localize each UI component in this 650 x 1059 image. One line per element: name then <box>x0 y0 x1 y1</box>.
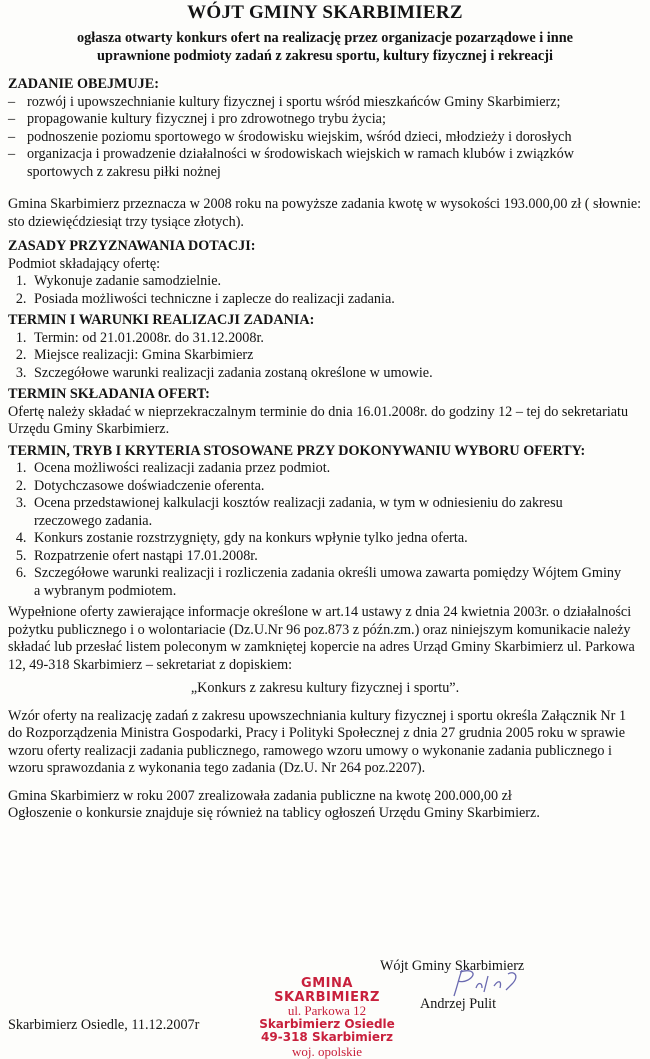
submission-paragraph: Wypełnione oferty zawierające informacje określone w art.14 ustawy z dnia 24 kwietnia 2003r. o działalności pożytku publicznego i o wolontariacie (Dz.U.Nr 96 poz.873 z późn.zm.) oraz niniejszym komunikacie należy składać lub przesłać listem poleconym w zamkniętej kopercie na adres Urząd Gminy Skarbimierz ul. Parkowa 12, 49-318 Skarbimierz – sekretariat z dopiskiem: <box>8 604 635 673</box>
section-tasks-heading: ZADANIE OBEJMUJE: <box>8 76 159 92</box>
section-deadline-text: Ofertę należy składać w nieprzekraczalnym terminie do dnia 16.01.2008r. do godziny 12 – tej do sekretariatu Urzędu Gminy Skarbimierz. <box>8 403 629 437</box>
closing-line-2: Ogłoszenie o konkursie znajduje się również na tablicy ogłoszeń Urzędu Gminy Skarbimierz. <box>8 805 540 821</box>
official-stamp <box>247 977 407 1058</box>
envelope-note: „Konkurs z zakresu kultury fizycznej i sportu”. <box>190 680 460 696</box>
stamp-line: 49-318 Skarbimierz <box>261 1030 393 1044</box>
criteria-list <box>8 460 642 600</box>
stamp-line: GMINA SKARBIMIERZ <box>274 976 380 1005</box>
tasks-item: – propagowanie kultury fizycznej i pro zdrowotnego trybu życia; <box>8 111 642 129</box>
criteria-item: 2. Dotychczasowe doświadczenie oferenta. <box>30 478 622 496</box>
place-date: Skarbimierz Osiedle, 11.12.2007r <box>8 1017 200 1033</box>
section-deadline <box>8 386 642 439</box>
tasks-list <box>8 94 642 182</box>
criteria-item: 1. Ocena możliwości realizacji zadania przez podmiot. <box>30 460 622 478</box>
criteria-item: 5. Rozpatrzenie ofert nastąpi 17.01.2008r. <box>30 548 622 566</box>
section-tasks <box>8 76 642 181</box>
criteria-item: 3. Ocena przedstawionej kalkulacji kosztów realizacji zadania, w tym w odniesieniu do zakresu rzeczowego zadania. <box>30 495 622 530</box>
stamp-line: woj. opolskie <box>291 1043 363 1059</box>
stamp-line: Skarbimierz Osiedle <box>259 1016 395 1031</box>
section-rules <box>8 238 642 308</box>
rules-item: 2. Posiada możliwości techniczne i zaplecze do realizacji zadania. <box>30 291 642 309</box>
terms-list <box>8 330 642 383</box>
section-rules-heading: ZASADY PRZYZNAWANIA DOTACJI: <box>8 238 256 254</box>
subtitle-line-1: ogłasza otwarty konkurs ofert na realizację przez organizacje pozarządowe i inne <box>76 30 574 46</box>
document-subtitle <box>8 29 642 65</box>
section-terms <box>8 312 642 382</box>
rules-list <box>8 273 642 308</box>
funding-paragraph: Gmina Skarbimierz przeznacza w 2008 roku na powyższe zadania kwotę w wysokości 193.000,00 zł ( słownie: sto dziewięćdziesiąt trzy tysiące złotych). <box>8 196 642 230</box>
stamp-line: ul. Parkowa 12 <box>287 1003 367 1018</box>
criteria-item: 4. Konkurs zostanie rozstrzygnięty, gdy na konkurs wpłynie tylko jedna oferta. <box>30 530 622 548</box>
tasks-item: – organizacja i prowadzenie działalności w środowiskach wiejskich w ramach klubów i związków sportowych z zakresu piłki nożnej <box>8 146 642 181</box>
terms-item: 1. Termin: od 21.01.2008r. do 31.12.2008r. <box>30 330 642 348</box>
closing-line-1: Gmina Skarbimierz w roku 2007 zrealizowała zadania publiczne na kwotę 200.000,00 zł <box>8 787 512 804</box>
subtitle-line-2: uprawnione podmioty zadań z zakresu sportu, kultury fizycznej i rekreacji <box>97 48 553 64</box>
signature-title: Wójt Gminy Skarbimierz <box>380 958 525 974</box>
criteria-item: 6. Szczegółowe warunki realizacji i rozliczenia zadania określi umowa zawarta pomiędzy Wójtem Gminy a wybranym podmiotem. <box>30 565 622 600</box>
tasks-item: – rozwój i upowszechnianie kultury fizycznej i sportu wśród mieszkańców Gminy Skarbimierz; <box>8 94 642 112</box>
tasks-item: – podnoszenie poziomu sportowego w środowisku wiejskim, wśród dzieci, młodzieży i dorosłych <box>8 129 642 147</box>
terms-item: 2. Miejsce realizacji: Gmina Skarbimierz <box>30 347 642 365</box>
section-deadline-heading: TERMIN SKŁADANIA OFERT: <box>8 386 210 402</box>
template-paragraph: Wzór oferty na realizację zadań z zakresu upowszechniania kultury fizycznej i sportu określa Załącznik Nr 1 do Rozporządzenia Ministra Gospodarki, Pracy i Polityki Społecznej z dnia 27 grudnia 2005 roku w sprawie wzoru oferty realizacji zadania publicznego, ramowego wzoru umowy o wykonanie zadania publicznego i wzoru sprawozdania z wykonania tego zadania (Dz.U. Nr 264 poz.2207). <box>8 707 627 776</box>
section-rules-intro: Podmiot składający ofertę: <box>8 255 161 272</box>
signature-name: Andrzej Pulit <box>420 996 497 1012</box>
section-terms-heading: TERMIN I WARUNKI REALIZACJI ZADANIA: <box>8 312 315 328</box>
terms-item: 3. Szczegółowe warunki realizacji zadania zostaną określone w umowie. <box>30 365 642 383</box>
rules-item: 1. Wykonuje zadanie samodzielnie. <box>30 273 642 291</box>
signature-scribble <box>448 966 538 1002</box>
section-criteria <box>8 443 642 601</box>
section-criteria-heading: TERMIN, TRYB I KRYTERIA STOSOWANE PRZY DOKONYWANIU WYBORU OFERTY: <box>8 442 586 459</box>
document-title: WÓJT GMINY SKARBIMIERZ <box>187 2 463 23</box>
